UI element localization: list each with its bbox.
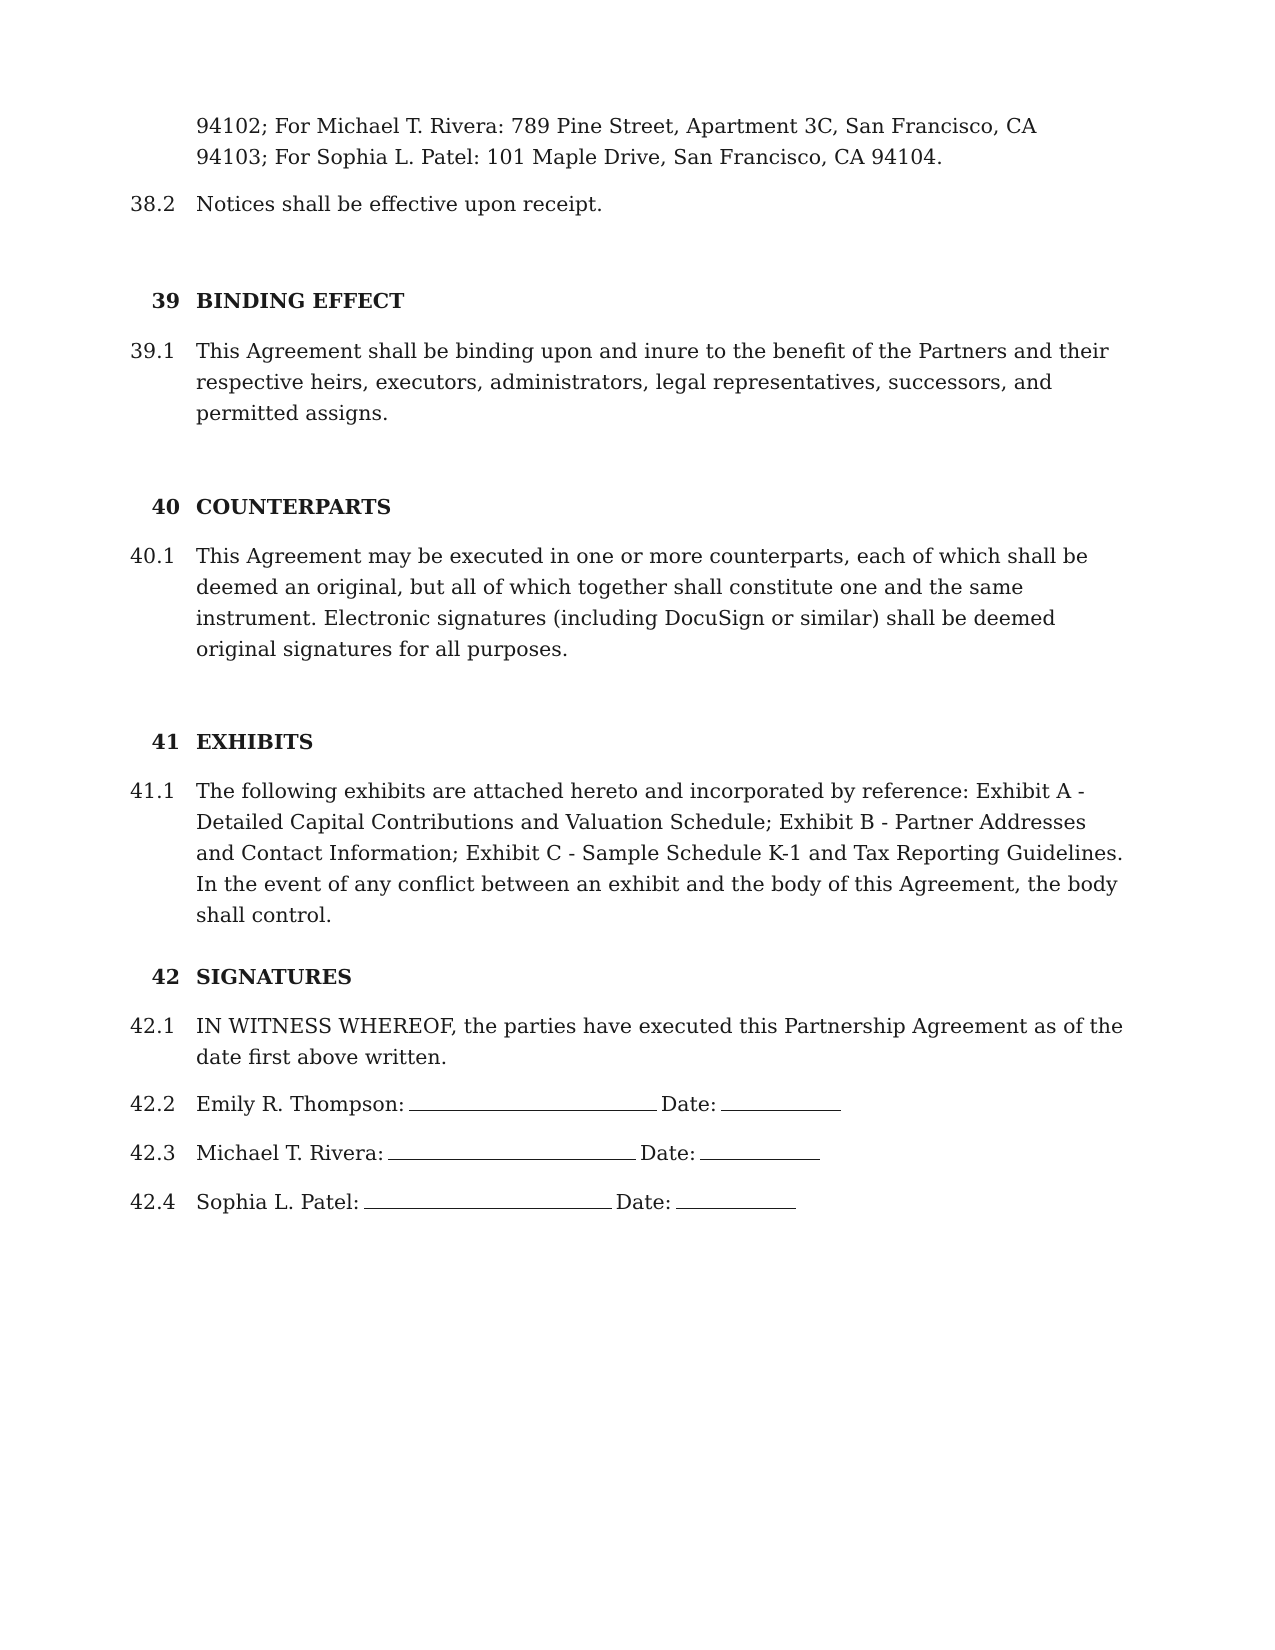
signature-line-michael [130, 1138, 1130, 1169]
signatory-name: Emily R. Thompson: [196, 1092, 405, 1116]
clause-text: Notices shall be effective upon receipt. [196, 192, 603, 216]
section-title: BINDING EFFECT [196, 289, 405, 313]
date-label: Date: [660, 1092, 717, 1116]
clause-39-1 [130, 336, 1130, 429]
section-38-1-continuation: 94102; For Michael T. Rivera: 789 Pine Street, Apartment 3C, San Francisco, CA 94103; For Sophia L. Patel: 101 Maple Drive, San Francisco, CA 94104. [196, 114, 1037, 169]
section-heading-40 [130, 492, 1130, 523]
clause-number: 38.2 [130, 192, 176, 216]
date-label: Date: [639, 1141, 696, 1165]
clause-text: The following exhibits are attached hereto and incorporated by reference: Exhibit A - Detailed Capital Contributions and Valuation Schedule; Exhibit B - Partner Addresses and Contact Information; Exhibit C - Sample Schedule K-1 and Tax Reporting Guidelines. In the event of any conflict between an exhibit and the body of this Agreement, the body shall control. [196, 779, 1124, 927]
signature-line-emily [130, 1089, 1130, 1120]
section-heading-39 [130, 286, 1130, 317]
clause-text: IN WITNESS WHEREOF, the parties have executed this Partnership Agreement as of the date first above written. [196, 1014, 1124, 1069]
section-title: SIGNATURES [196, 965, 353, 989]
clause-40-1 [130, 541, 1130, 665]
clause-number: 42.1 [130, 1014, 176, 1038]
section-number: 42 [151, 965, 180, 989]
date-field[interactable] [676, 1188, 796, 1209]
signatory-name: Sophia L. Patel: [196, 1190, 360, 1214]
clause-number: 39.1 [130, 339, 176, 363]
signature-field[interactable] [364, 1188, 612, 1209]
clause-number: 42.3 [130, 1141, 176, 1165]
signatory-name: Michael T. Rivera: [196, 1141, 384, 1165]
signature-block [196, 1089, 1130, 1120]
section-heading-41 [130, 727, 1130, 758]
signature-block [196, 1138, 1130, 1169]
clause-number: 40.1 [130, 544, 176, 568]
section-number: 39 [151, 289, 180, 313]
clause-42-1 [130, 1011, 1130, 1073]
section-heading-42 [130, 962, 1130, 993]
clause-38-2 [130, 189, 1130, 220]
signature-block [196, 1187, 1130, 1218]
section-number: 41 [151, 730, 180, 754]
clause-number: 41.1 [130, 779, 176, 803]
clause-text: This Agreement may be executed in one or more counterparts, each of which shall be deemed an original, but all of which together shall constitute one and the same instrument. Electronic signatures (including DocuSign or similar) shall be deemed original signatures for all purposes. [196, 544, 1089, 661]
clause-text: This Agreement shall be binding upon and inure to the benefit of the Partners and their respective heirs, executors, administrators, legal representatives, successors, and permitted assigns. [196, 339, 1109, 425]
clause-number: 42.2 [130, 1092, 176, 1116]
clause-number: 42.4 [130, 1190, 176, 1214]
date-field[interactable] [721, 1090, 841, 1111]
signature-field[interactable] [388, 1139, 636, 1160]
date-label: Date: [615, 1190, 672, 1214]
section-title: COUNTERPARTS [196, 495, 392, 519]
signature-field[interactable] [409, 1090, 657, 1111]
date-field[interactable] [700, 1139, 820, 1160]
section-title: EXHIBITS [196, 730, 314, 754]
signature-line-sophia [130, 1187, 1130, 1218]
clause-41-1 [130, 776, 1130, 931]
section-number: 40 [151, 495, 180, 519]
